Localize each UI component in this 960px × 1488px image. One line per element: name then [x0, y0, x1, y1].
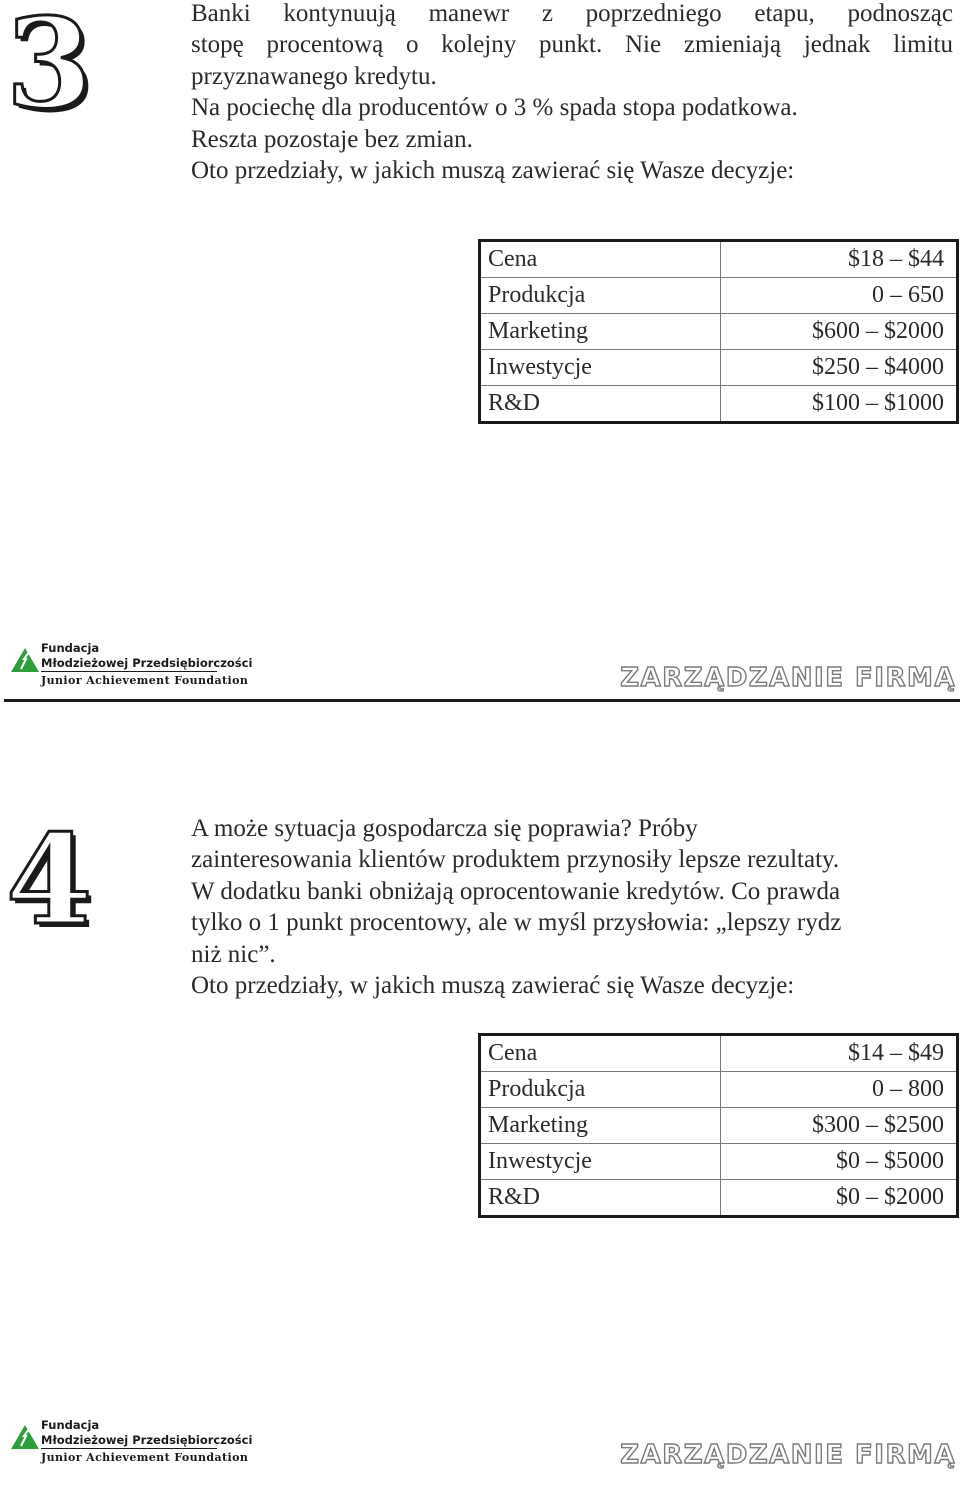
section-number-4: 4 [6, 808, 93, 953]
table-row [480, 1144, 958, 1180]
logo-line-2: Młodzieżowej Przedsiębiorczości [41, 655, 253, 670]
range-value: 0 – 650 [721, 278, 958, 314]
green-triangle-logo-icon [10, 1424, 40, 1450]
decision-ranges-table-4 [478, 1033, 959, 1218]
footer-title: ZARZĄDZANIE FIRMĄ [620, 663, 956, 693]
range-label: R&D [480, 1180, 721, 1217]
range-label: Inwestycje [480, 1144, 721, 1180]
decision-ranges-table-3 [478, 239, 959, 424]
paragraph-line: Oto przedziały, w jakich muszą zawierać się Wasze decyzje: [191, 972, 795, 1000]
logo-divider [41, 671, 217, 672]
range-value: $250 – $4000 [721, 350, 958, 386]
table-row [480, 314, 958, 350]
page-footer [0, 1418, 960, 1488]
range-label: Marketing [480, 1108, 721, 1144]
paragraph-line: niż nic”. [191, 940, 276, 968]
range-label: Produkcja [480, 278, 721, 314]
paragraph-line: Banki kontynuują manewr z poprzedniego etapu, podnosząc [191, 0, 953, 27]
section-number-3: 3 [6, 0, 93, 137]
paragraph-line: zainteresowania klientów produktem przynosiły lepsze rezultaty. [191, 846, 840, 874]
foundation-logo [10, 641, 253, 689]
logo-line-1: Fundacja [41, 1418, 100, 1432]
paragraph-line: A może sytuacja gospodarcza się poprawia? Próby [191, 815, 698, 842]
range-label: Inwestycje [480, 350, 721, 386]
section-4 [0, 800, 960, 1240]
table-row [480, 350, 958, 386]
range-value: 0 – 800 [721, 1072, 958, 1108]
table-row [480, 278, 958, 314]
range-value: $0 – $5000 [721, 1144, 958, 1180]
paragraph-line: W dodatku banki obniżają oprocentowanie kredytów. Co prawda [191, 877, 841, 905]
paragraph-line: Na pociechę dla producentów o 3 % spada stopa podatkowa. [191, 94, 798, 122]
footer-title: ZARZĄDZANIE FIRMĄ [620, 1440, 956, 1470]
range-value: $600 – $2000 [721, 314, 958, 350]
table-row [480, 1180, 958, 1217]
paragraph-line: stopę procentową o kolejny punkt. Nie zmieniają jednak limitu [191, 31, 953, 59]
foundation-logo [10, 1418, 253, 1466]
page-footer [0, 641, 960, 711]
table-row [480, 386, 958, 423]
green-triangle-logo-icon [10, 647, 40, 673]
logo-line-3: Junior Achievement Foundation [41, 1451, 249, 1464]
range-value: $14 – $49 [721, 1035, 958, 1072]
section-4-paragraph [191, 813, 953, 1001]
table-row [480, 1035, 958, 1072]
range-label: Produkcja [480, 1072, 721, 1108]
logo-divider [41, 1448, 217, 1449]
paragraph-line: tylko o 1 punkt procentowy, ale w myśl przysłowia: „lepszy rydz [191, 909, 842, 937]
paragraph-line: Reszta pozostaje bez zmian. [191, 125, 473, 153]
range-value: $0 – $2000 [721, 1180, 958, 1217]
logo-line-1: Fundacja [41, 641, 100, 655]
section-3 [0, 0, 960, 440]
paragraph-line: przyznawanego kredytu. [191, 62, 437, 90]
table-row [480, 1108, 958, 1144]
range-value: $18 – $44 [721, 241, 958, 278]
range-label: Cena [480, 1035, 721, 1072]
range-value: $100 – $1000 [721, 386, 958, 423]
range-label: R&D [480, 386, 721, 423]
logo-line-3: Junior Achievement Foundation [41, 674, 249, 687]
logo-line-2: Młodzieżowej Przedsiębiorczości [41, 1432, 253, 1447]
range-label: Marketing [480, 314, 721, 350]
footer-divider [4, 699, 960, 702]
section-3-paragraph [191, 0, 953, 186]
table-row [480, 241, 958, 278]
range-label: Cena [480, 241, 721, 278]
range-value: $300 – $2500 [721, 1108, 958, 1144]
paragraph-line: Oto przedziały, w jakich muszą zawierać się Wasze decyzje: [191, 157, 795, 185]
table-row [480, 1072, 958, 1108]
